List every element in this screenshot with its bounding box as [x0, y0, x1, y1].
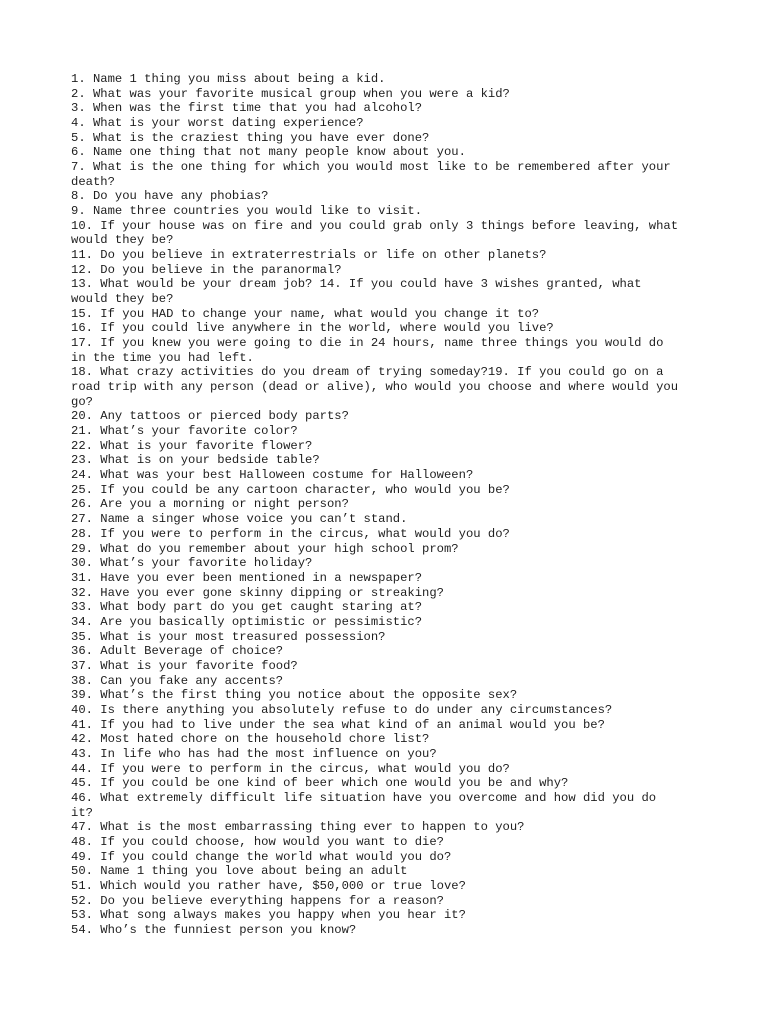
question-line: would they be?	[71, 292, 174, 307]
question-line: 12. Do you believe in the paranormal?	[71, 262, 342, 277]
question-line: 26. Are you a morning or night person?	[71, 497, 349, 512]
question-line: 6. Name one thing that not many people know about you.	[71, 145, 466, 160]
question-line: it?	[71, 805, 93, 820]
question-line: 7. What is the one thing for which you would most like to be remembered after your	[71, 160, 671, 175]
question-line: 42. Most hated chore on the household chore list?	[71, 732, 430, 747]
question-line: 47. What is the most embarrassing thing ever to happen to you?	[71, 820, 525, 835]
question-line: 28. If you were to perform in the circus, what would you do?	[71, 526, 510, 541]
question-line: 4. What is your worst dating experience?	[71, 116, 364, 131]
question-line: 11. Do you believe in extraterrestrials or life on other planets?	[71, 248, 547, 263]
question-line: in the time you had left.	[71, 350, 254, 365]
question-line: 21. What’s your favorite color?	[71, 424, 298, 439]
question-line: 54. Who’s the funniest person you know?	[71, 922, 357, 937]
question-line: 44. If you were to perform in the circus, what would you do?	[71, 761, 510, 776]
question-line: 9. Name three countries you would like to visit.	[71, 204, 423, 219]
question-line: 1. Name 1 thing you miss about being a kid.	[71, 72, 386, 86]
question-list	[71, 72, 701, 938]
question-line: 33. What body part do you get caught staring at?	[71, 600, 423, 615]
question-line: 23. What is on your bedside table?	[71, 453, 320, 468]
question-line: 3. When was the first time that you had alcohol?	[71, 101, 423, 116]
question-line: 51. Which would you rather have, $50,000 or true love?	[71, 878, 466, 893]
question-line: 13. What would be your dream job? 14. If you could have 3 wishes granted, what	[71, 277, 642, 292]
question-line: 25. If you could be any cartoon character, who would you be?	[71, 482, 510, 497]
question-line: 15. If you HAD to change your name, what would you change it to?	[71, 306, 540, 321]
question-line: 36. Adult Beverage of choice?	[71, 644, 284, 659]
question-line: go?	[71, 394, 93, 409]
question-line: 49. If you could change the world what would you do?	[71, 849, 452, 864]
question-line: 5. What is the craziest thing you have ever done?	[71, 130, 430, 145]
question-line: 10. If your house was on fire and you could grab only 3 things before leaving, what	[71, 218, 679, 233]
question-line: 35. What is your most treasured possession?	[71, 629, 386, 644]
question-line: 32. Have you ever gone skinny dipping or streaking?	[71, 585, 444, 600]
question-line: would they be?	[71, 233, 174, 248]
question-line: 39. What’s the first thing you notice about the opposite sex?	[71, 688, 518, 703]
question-line: 37. What is your favorite food?	[71, 658, 298, 673]
question-line: 40. Is there anything you absolutely refuse to do under any circumstances?	[71, 702, 613, 717]
question-line: 20. Any tattoos or pierced body parts?	[71, 409, 349, 424]
question-line: 38. Can you fake any accents?	[71, 673, 284, 688]
question-line: 22. What is your favorite flower?	[71, 438, 313, 453]
question-line: 27. Name a singer whose voice you can’t stand.	[71, 512, 408, 527]
question-line: 16. If you could live anywhere in the world, where would you live?	[71, 321, 554, 336]
question-line: 45. If you could be one kind of beer which one would you be and why?	[71, 776, 569, 791]
question-line: 17. If you knew you were going to die in 24 hours, name three things you would do	[71, 336, 664, 351]
question-line: 52. Do you believe everything happens for a reason?	[71, 893, 444, 908]
question-line: 29. What do you remember about your high school prom?	[71, 541, 459, 556]
question-line: 41. If you had to live under the sea what kind of an animal would you be?	[71, 717, 605, 732]
question-line: 53. What song always makes you happy when you hear it?	[71, 908, 466, 923]
question-line: 30. What’s your favorite holiday?	[71, 556, 313, 571]
question-line: 46. What extremely difficult life situation have you overcome and how did you do	[71, 790, 657, 805]
question-line: 31. Have you ever been mentioned in a newspaper?	[71, 570, 423, 585]
question-line: 50. Name 1 thing you love about being an adult	[71, 864, 408, 879]
question-line: 2. What was your favorite musical group when you were a kid?	[71, 86, 510, 101]
question-line: 43. In life who has had the most influence on you?	[71, 746, 437, 761]
question-line: death?	[71, 174, 115, 189]
question-line: 24. What was your best Halloween costume for Halloween?	[71, 468, 474, 483]
question-line: 48. If you could choose, how would you want to die?	[71, 834, 444, 849]
question-line: road trip with any person (dead or alive), who would you choose and where would you	[71, 380, 679, 395]
question-line: 8. Do you have any phobias?	[71, 189, 269, 204]
question-line: 34. Are you basically optimistic or pessimistic?	[71, 614, 423, 629]
question-line: 18. What crazy activities do you dream of trying someday?19. If you could go on a	[71, 365, 664, 380]
